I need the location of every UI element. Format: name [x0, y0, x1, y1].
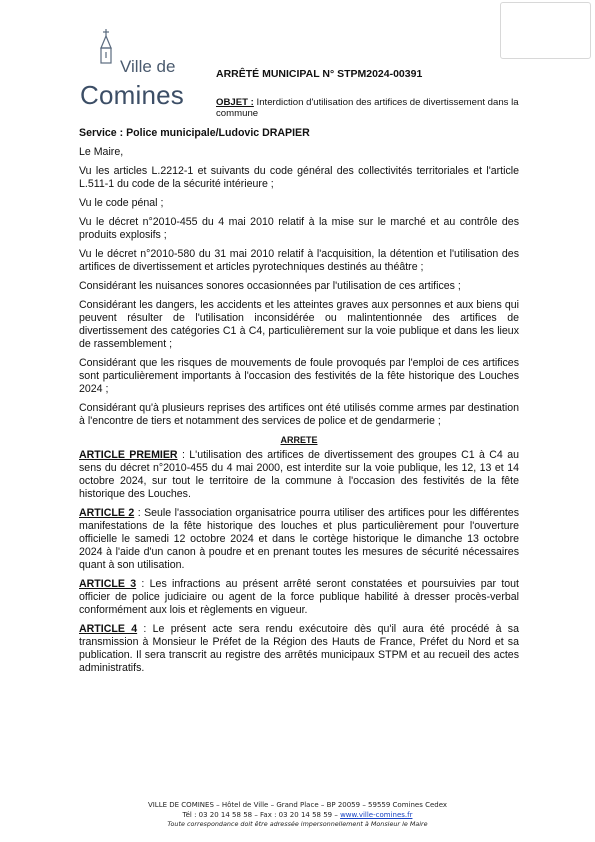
article-label: ARTICLE PREMIER	[79, 449, 178, 461]
mayor-line: Le Maire,	[79, 146, 124, 158]
recital-paragraph: Considérant les nuisances sonores occasionnées par l'utilisation de ces artifices ;	[79, 280, 461, 292]
subject-text: Interdiction d'utilisation des artifices de divertissement dans la commune	[216, 97, 519, 119]
arrete-heading: ARRETE	[280, 435, 318, 445]
article-paragraph	[79, 578, 519, 617]
recital-paragraph: Vu le décret n°2010-455 du 4 mai 2010 relatif à la mise sur le marché et au contrôle des produits explosifs ;	[79, 216, 519, 241]
footer-address: VILLE DE COMINES – Hôtel de Ville – Grand Place – BP 20059 – 59559 Comines Cedex	[147, 801, 448, 809]
church-steeple-icon	[96, 28, 116, 64]
footer-phone-fax: Tél : 03 20 14 58 58 – Fax : 03 20 14 58 59 –	[182, 810, 341, 819]
article-paragraph	[79, 507, 519, 572]
stamp-box	[500, 2, 591, 59]
decree-body	[79, 127, 519, 681]
article-paragraph	[79, 623, 519, 675]
decree-title: ARRÊTÉ MUNICIPAL N° STPM2024-00391	[216, 68, 423, 80]
recital-paragraph: Vu les articles L.2212-1 et suivants du code général des collectivités territoriales et l'article L.511-1 du code de la sécurité intérieure ;	[79, 165, 519, 190]
footer-note: Toute correspondance doit être adressée impersonnellement à Monsieur le Maire	[167, 820, 428, 828]
article-paragraph	[79, 449, 519, 501]
article-label: ARTICLE 3	[79, 578, 137, 590]
recital-paragraph: Considérant que les risques de mouvements de foule provoqués par l'emploi de ces artifices sont particulièrement importants à l'occasion des festivités de la fête historique des Louches 2024 ;	[79, 357, 519, 395]
website-link[interactable]: www.ville-comines.fr	[340, 810, 413, 819]
recital-paragraph: Considérant les dangers, les accidents et les atteintes graves aux personnes et aux biens qui peuvent résulter de l'utilisation inconsidérée ou malintentionnée des artifices de divertissement des catégories C1 à C4, particulièrement sur la voie publique et dans les lieux de rassemblement ;	[79, 299, 519, 350]
subject-label: OBJET :	[216, 97, 254, 108]
article-text: : Seule l'association organisatrice pourra utiliser des artifices pour les différentes manifestations de la fête historique des louches et plus particulièrement pour l'ouverture officielle le samedi 12 octobre 2024 et dans le cortège historique le dimanche 13 octobre 2024 à l'aide d'un canon à poudre et en prenant toutes les mesures de sécurité nécessaires quant à son utilisation.	[79, 507, 519, 571]
recital-paragraph: Vu le code pénal ;	[79, 197, 164, 209]
article-text: : Le présent acte sera rendu exécutoire dès qu'il aura été procédé à sa transmission à Monsieur le Préfet de la Région des Hauts de France, Préfet du Nord et sa publication. Il sera transcrit au registre des arrêtés municipaux STPM et au recueil des actes administratifs.	[79, 623, 519, 674]
logo-comines-text: Comines	[80, 80, 184, 110]
footer-contact	[60, 811, 535, 821]
article-text: : Les infractions au présent arrêté seront constatées et poursuivies par tout officier de police judiciaire ou agent de la force publique habilité à dresser procès-verbal conformément aux lois et règlements en vigueur.	[79, 578, 519, 616]
city-logo	[78, 28, 196, 108]
article-text: : L'utilisation des artifices de divertissement des groupes C1 à C4 au sens du décret n°2010-455 du 4 mai 2000, est interdite sur la voie publique, les 12, 13 et 14 octobre 2024, sur tout le territoire de la commune à l'occasion des festivités de la fête historique des Louches.	[79, 449, 519, 500]
logo-ville-text: Ville de	[120, 57, 176, 76]
article-label: ARTICLE 2	[79, 507, 135, 519]
page-footer	[60, 801, 535, 830]
article-label: ARTICLE 4	[79, 623, 138, 635]
decree-subject	[216, 97, 526, 119]
recital-paragraph: Considérant qu'à plusieurs reprises des artifices ont été utilisés comme armes par destination à l'encontre de tiers et notamment des services de police et de gendarmerie ;	[79, 402, 519, 427]
service-line: Service : Police municipale/Ludovic DRAPIER	[79, 127, 310, 139]
recital-paragraph: Vu le décret n°2010-580 du 31 mai 2010 relatif à l'acquisition, la détention et l'utilisation des artifices de divertissement et articles pyrotechniques destinés au théâtre ;	[79, 248, 519, 273]
